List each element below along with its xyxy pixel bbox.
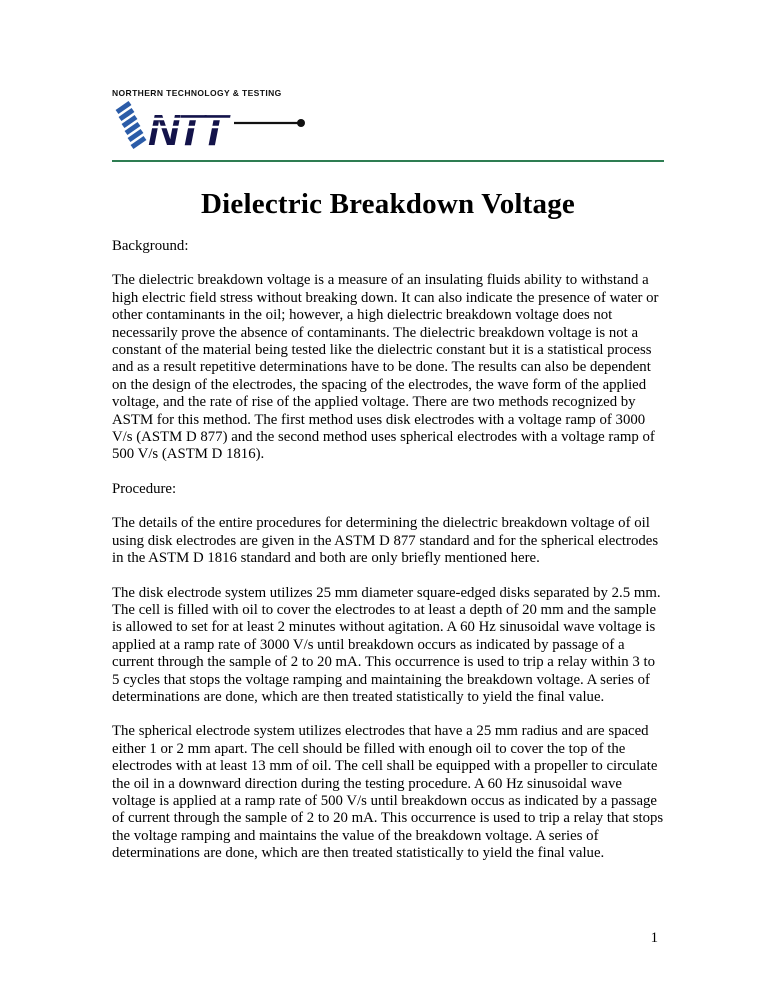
logo-monogram-text: NTT <box>148 106 225 152</box>
logo-dot-icon <box>297 119 305 127</box>
paragraph-procedure-1: The details of the entire procedures for determining the dielectric breakdown voltage of oil using disk electrodes are given in the ASTM D 877 standard and for the spherical electrodes in the ASTM D 1816 standard and both are only briefly mentioned here. <box>112 515 659 567</box>
ntt-logo-mark <box>112 100 308 152</box>
section-heading-background: Background: <box>112 238 189 254</box>
page-number: 1 <box>650 930 658 946</box>
paragraph-background-1: The dielectric breakdown voltage is a measure of an insulating fluids ability to withstand a high electric field stress without breaking down. It can also indicate the presence of water or other contaminants in the oil; however, a high dielectric breakdown voltage does not necessarily prove the absence of contaminants. The dielectric breakdown voltage is not a constant of the material being tested like the dielectric constant but it is a statistical process and as a result repetitive determinations have to be done. The results can also be dependent on the design of the electrodes, the spacing of the electrodes, the wave form of the applied voltage, and the rate of rise of the applied voltage. There are two methods recognized by ASTM for this method. The first method uses disk electrodes with a voltage ramp of 3000 V/s (ASTM D 877) and the second method uses spherical electrodes with a voltage ramp of 500 V/s (ASTM D 1816). <box>112 272 659 463</box>
company-logo <box>112 88 664 152</box>
section-heading-procedure: Procedure: <box>112 480 177 497</box>
paragraph-procedure-2: The disk electrode system utilizes 25 mm diameter square-edged disks separated by 2.5 mm. The cell is filled with oil to cover the electrodes to at least a depth of 20 mm and the sample is allowed to set for at least 2 minutes without agitation. A 60 Hz sinusoidal wave voltage is applied at a ramp rate of 3000 V/s until breakdown occurs as indicated by passage of a current through the sample of 2 to 20 mA. This occurrence is used to trip a relay within 3 to 5 cycles that stops the voltage ramping and maintaining the breakdown voltage. A series of determinations are done, which are then treated statistically to yield the final value. <box>112 584 661 705</box>
paragraph-procedure-3: The spherical electrode system utilizes electrodes that have a 25 mm radius and are spaced either 1 or 2 mm apart. The cell should be filled with enough oil to cover the top of the electrodes with at least 13 mm of oil. The cell shall be equipped with a propeller to circulate the oil in a downward direction during the testing procedure. A 60 Hz sinusoidal wave voltage is applied at a ramp rate of 500 V/s until breakdown occus as indicated by a passage of current through the sample of 2 to 20 mA. This occurrence is used to trip a relay that stops the voltage ramping and maintains the value of the breakdown voltage. A series of determinations are done, which are then treated statistically to yield the final value. <box>112 723 664 862</box>
logo-coil-icon <box>117 103 145 147</box>
header-divider-rule <box>112 160 664 162</box>
page-title: Dielectric Breakdown Voltage <box>201 188 575 220</box>
company-name-text: NORTHERN TECHNOLOGY & TESTING <box>112 88 282 98</box>
document-body <box>112 238 664 863</box>
